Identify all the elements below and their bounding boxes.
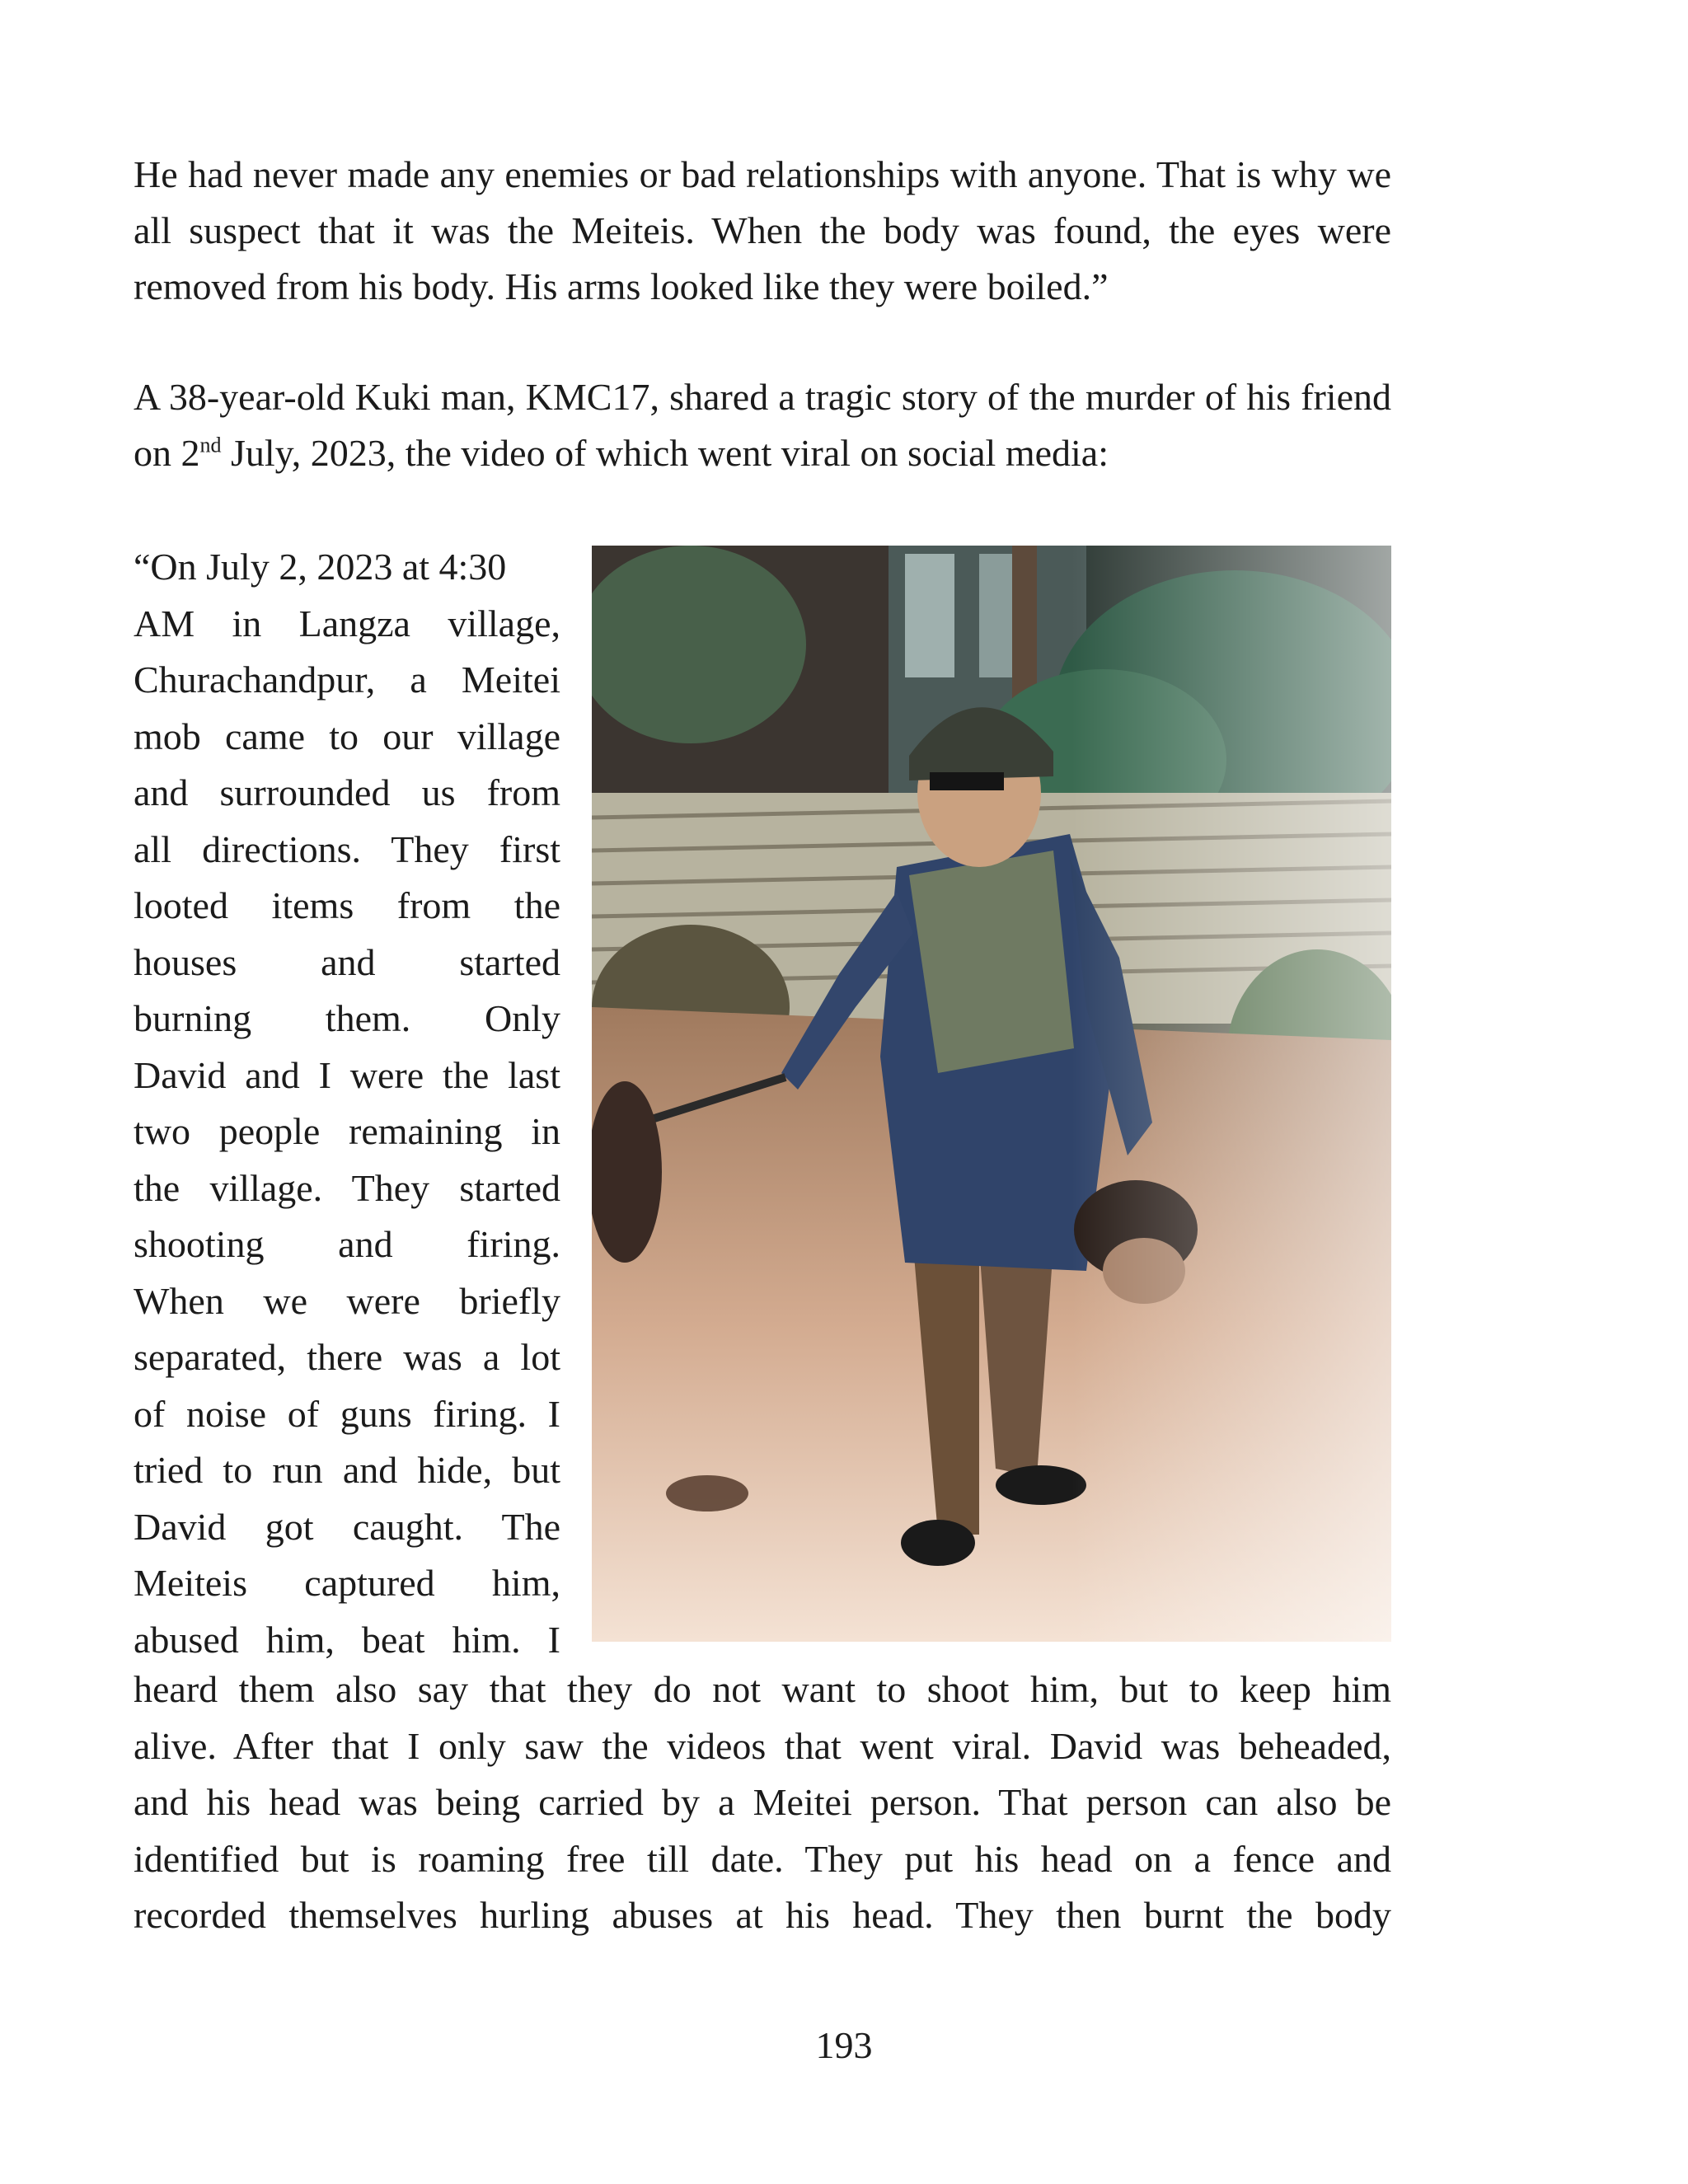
text-line: mob came to our village: [134, 715, 560, 757]
photograph-illustration: [592, 546, 1391, 1642]
page-number: 193: [815, 2024, 873, 2066]
text-line: and surrounded us from: [134, 771, 560, 813]
photograph: [592, 546, 1391, 1642]
paragraph-2-text-a: A 38-year-old Kuki man, KMC17, shared a tragic story of the murder of his friend on 2: [134, 376, 1391, 474]
text-line: tried to run and hide, but: [134, 1449, 560, 1491]
text-line: and his head was being carried by a Meitei person. That person can also be: [134, 1781, 1391, 1823]
paragraph-2-text-b: July, 2023, the video of which went viral on social media:: [221, 432, 1109, 474]
paragraph-3-full-width: [134, 1661, 1391, 1944]
text-line: “On July 2, 2023 at 4:30: [134, 546, 507, 588]
text-line: abused him, beat him. I: [134, 1618, 560, 1661]
text-line: identified but is roaming free till date. They put his head on a fence and: [134, 1837, 1391, 1880]
paragraph-1: He had never made any enemies or bad relationships with anyone. That is why we all suspect that it was the Meiteis. When the body was found, the eyes were removed from his body. His arms looked like they were boiled.”: [134, 153, 1391, 307]
text-line: David and I were the last: [134, 1053, 560, 1096]
text-line: houses and started: [134, 940, 560, 983]
text-line: Meiteis captured him,: [134, 1562, 560, 1604]
text-line: alive. After that I only saw the videos that went viral. David was beheaded,: [134, 1724, 1391, 1767]
text-line: When we were briefly: [134, 1279, 560, 1322]
text-line: recorded themselves hurling abuses at his head. They then burnt the body: [134, 1894, 1391, 1936]
text-line: two people remaining in: [134, 1110, 560, 1152]
text-line: of noise of guns firing. I: [134, 1392, 560, 1435]
paragraph-2: [134, 369, 1391, 481]
ordinal-superscript: nd: [199, 433, 222, 457]
text-line: Churachandpur, a Meitei: [134, 658, 560, 701]
text-line: burning them. Only: [134, 997, 560, 1039]
text-line: shooting and firing.: [134, 1223, 560, 1265]
paragraph-3-wrapped-column: [134, 539, 560, 1668]
text-line: separated, there was a lot: [134, 1336, 560, 1378]
text-line: looted items from the: [134, 884, 560, 926]
text-line: the village. They started: [134, 1166, 560, 1209]
text-line: AM in Langza village,: [134, 602, 560, 644]
text-line: heard them also say that they do not want to shoot him, but to keep him: [134, 1668, 1391, 1710]
text-line: David got caught. The: [134, 1505, 560, 1548]
text-line: all directions. They first: [134, 827, 560, 870]
